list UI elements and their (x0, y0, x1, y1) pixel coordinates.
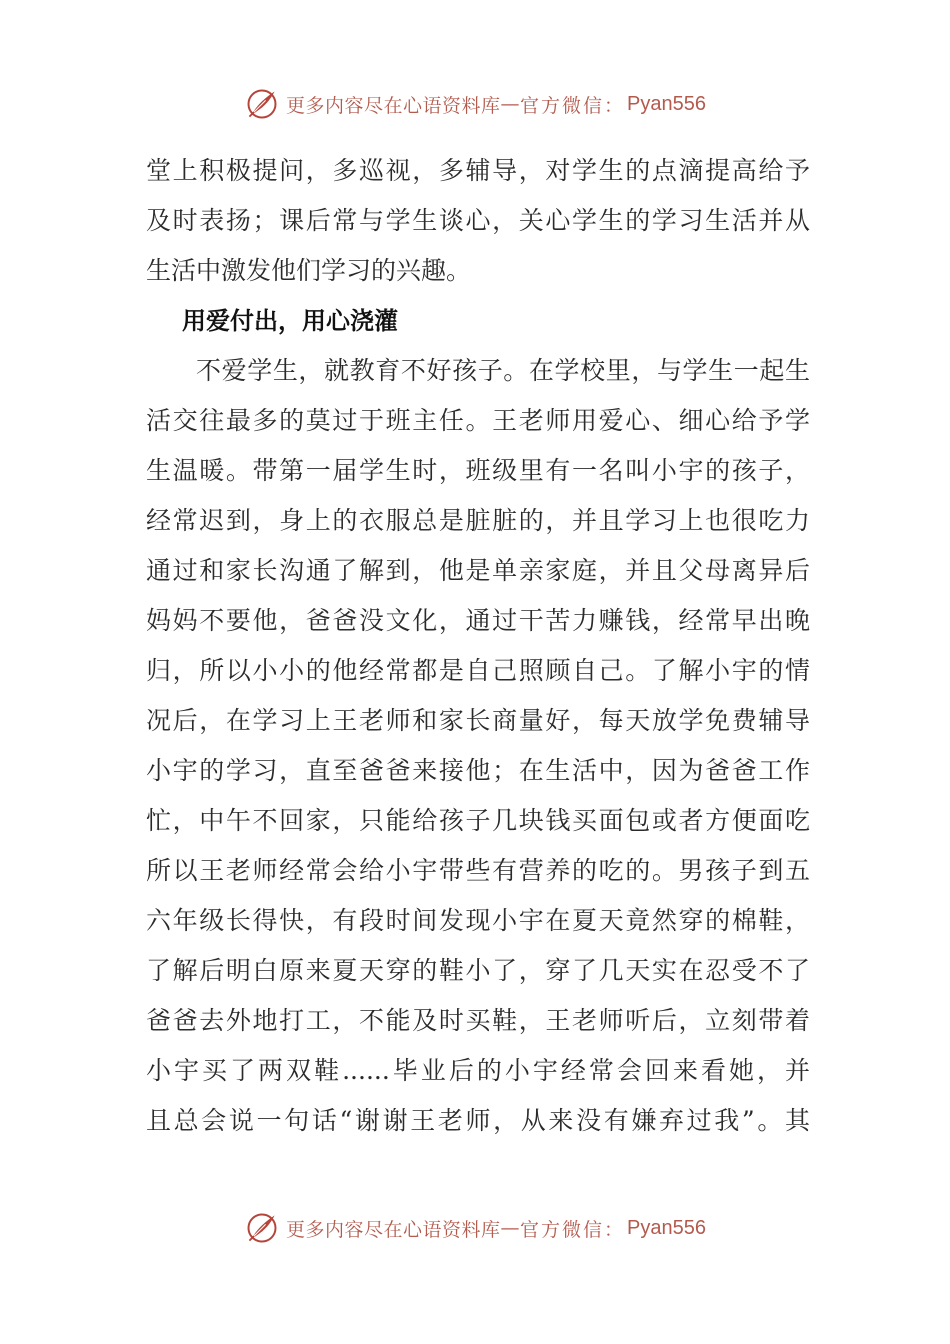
body-line: 生活中激发他们学习的兴趣。 (146, 256, 472, 285)
body-line: 小宇买了两双鞋......毕业后的小宇经常会回来看她，并 (146, 1056, 810, 1085)
article-body (146, 146, 810, 1146)
body-line: 忙，中午不回家，只能给孩子几块钱买面包或者方便面吃 (146, 806, 810, 835)
footer-banner (0, 1208, 950, 1248)
body-line: 所以王老师经常会给小宇带些有营养的吃的。男孩子到五 (146, 856, 810, 885)
header-separator: — (500, 93, 521, 115)
body-line: 况后，在学习上王老师和家长商量好，每天放学免费辅导 (146, 706, 810, 735)
body-line: 堂上积极提问，多巡视，多辅导，对学生的点滴提高给予 (146, 156, 810, 185)
body-line: 爸爸去外地打工，不能及时买鞋，王老师听后，立刻带着 (146, 1006, 810, 1035)
body-line: 妈妈不要他，爸爸没文化，通过干苦力赚钱，经常早出晚 (146, 606, 810, 635)
body-line: 不爱学生，就教育不好孩子。在学校里，与学生一起生 (196, 356, 810, 385)
footer-wechat-id: Pyan556 (627, 1216, 706, 1239)
footer-brand-text: 更多内容尽在心语资料库 (286, 1218, 501, 1241)
body-line: 及时表扬；课后常与学生谈心，关心学生的学习生活并从 (146, 206, 810, 235)
quill-pen-logo-icon (244, 86, 280, 122)
body-line: 且总会说一句话“谢谢王老师，从来没有嫌弃过我”。其 (146, 1106, 810, 1135)
footer-separator: — (500, 1217, 521, 1239)
body-line: 小宇的学习，直至爸爸来接他；在生活中，因为爸爸工作 (146, 756, 810, 785)
header-official-label: 官方微信： (520, 94, 626, 117)
body-line: 归，所以小小的他经常都是自己照顾自己。了解小宇的情 (146, 656, 810, 685)
body-line: 通过和家长沟通了解到，他是单亲家庭，并且父母离异后 (146, 556, 810, 585)
body-line: 生温暖。带第一届学生时，班级里有一名叫小宇的孩子， (146, 456, 810, 485)
header-brand-text: 更多内容尽在心语资料库 (286, 94, 501, 117)
section-heading: 用爱付出，用心浇灌 (182, 307, 398, 335)
header-wechat-id: Pyan556 (627, 92, 706, 115)
body-line: 了解后明白原来夏天穿的鞋小了，穿了几天实在忍受不了 (146, 956, 810, 985)
body-line: 六年级长得快，有段时间发现小宇在夏天竟然穿的棉鞋， (146, 906, 810, 935)
body-line: 经常迟到，身上的衣服总是脏脏的，并且学习上也很吃力 (146, 506, 810, 535)
header-banner (0, 84, 950, 124)
footer-official-label: 官方微信： (520, 1218, 626, 1241)
quill-pen-logo-icon (244, 1210, 280, 1246)
body-line: 活交往最多的莫过于班主任。王老师用爱心、细心给予学 (146, 406, 810, 435)
